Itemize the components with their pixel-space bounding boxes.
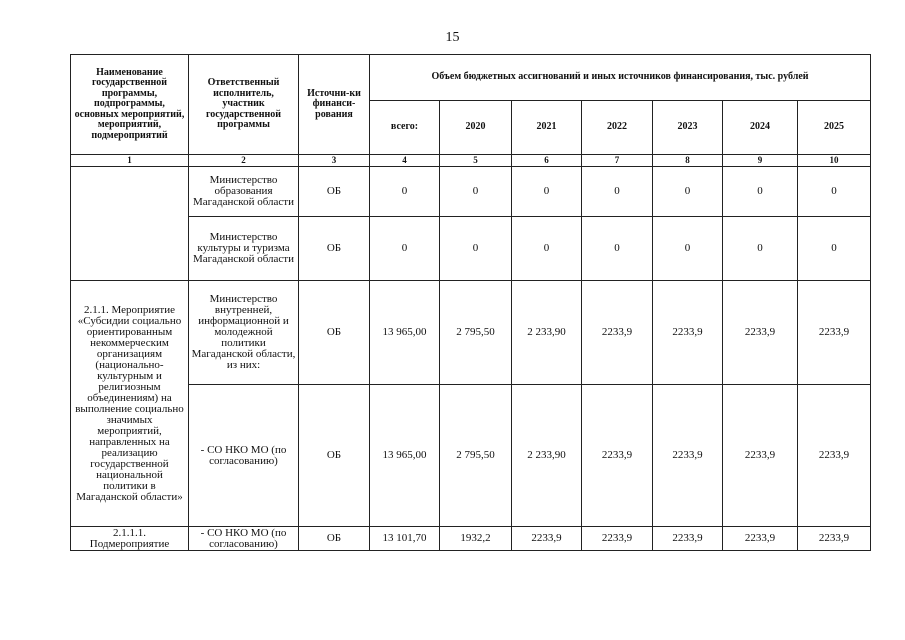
row-value: 2233,9	[512, 527, 582, 551]
row-value: 1932,2	[440, 527, 512, 551]
measure-name: 2.1.1. Мероприятие «Субсидии социально ориентированным некоммерческим организациям (национально-культурным и религиозным объединениям) на выполнение социально значимых мероприятий, направленных на реализацию государственной национальной политики в Магаданской области»	[71, 281, 189, 527]
header-year-2021: 2021	[512, 101, 582, 155]
row-source: ОБ	[299, 527, 370, 551]
column-number: 7	[582, 155, 653, 167]
row-value: 2 233,90	[512, 281, 582, 385]
column-number: 9	[723, 155, 798, 167]
header-year-2023: 2023	[653, 101, 723, 155]
row-value: 0	[370, 167, 440, 217]
row-executor: Министерство культуры и туризма Магаданской области	[189, 217, 299, 281]
row-value: 0	[440, 167, 512, 217]
header-executor: Ответственный исполнитель, участник государственной программы	[189, 55, 299, 155]
table-row	[71, 217, 871, 281]
table-row	[71, 167, 871, 217]
row-value: 2233,9	[798, 281, 871, 385]
row-value: 2233,9	[653, 385, 723, 527]
header-year-2024: 2024	[723, 101, 798, 155]
sub-measure-name: 2.1.1.1. Подмероприятие	[71, 527, 189, 551]
row-value: 13 965,00	[370, 385, 440, 527]
column-number: 10	[798, 155, 871, 167]
row-value: 2233,9	[582, 281, 653, 385]
header-year-2025: 2025	[798, 101, 871, 155]
row-value: 0	[582, 167, 653, 217]
row-source: ОБ	[299, 281, 370, 385]
column-number: 4	[370, 155, 440, 167]
row-value: 0	[370, 217, 440, 281]
row-executor: Министерство образования Магаданской области	[189, 167, 299, 217]
row-value: 2233,9	[582, 385, 653, 527]
row-executor: - СО НКО МО (по согласованию)	[189, 385, 299, 527]
row-source: ОБ	[299, 385, 370, 527]
row-value: 0	[512, 217, 582, 281]
row-source: ОБ	[299, 217, 370, 281]
row-value: 2233,9	[798, 385, 871, 527]
column-number: 1	[71, 155, 189, 167]
row-value: 0	[582, 217, 653, 281]
row-executor: Министерство внутренней, информационной и молодежной политики Магаданской области, из них:	[189, 281, 299, 385]
row-value: 2 795,50	[440, 385, 512, 527]
row-value: 0	[798, 217, 871, 281]
row-value: 2233,9	[723, 281, 798, 385]
header-year-2022: 2022	[582, 101, 653, 155]
row-value: 0	[512, 167, 582, 217]
column-number: 2	[189, 155, 299, 167]
table-row	[71, 281, 871, 385]
row-value: 2 795,50	[440, 281, 512, 385]
header-funding: Объем бюджетных ассигнований и иных источников финансирования, тыс. рублей	[370, 55, 871, 101]
column-number: 3	[299, 155, 370, 167]
table-row	[71, 385, 871, 527]
column-numbers-row	[71, 155, 871, 167]
row-value: 0	[798, 167, 871, 217]
column-number: 6	[512, 155, 582, 167]
row-value: 2 233,90	[512, 385, 582, 527]
header-name: Наименование государственной программы, подпрограммы, основных мероприятий, мероприятий, подмероприятий	[71, 55, 189, 155]
header-year-2020: 2020	[440, 101, 512, 155]
row-value: 13 965,00	[370, 281, 440, 385]
row-value: 0	[653, 167, 723, 217]
row-value: 0	[723, 217, 798, 281]
column-number: 8	[653, 155, 723, 167]
row-executor: - СО НКО МО (по согласованию)	[189, 527, 299, 551]
table-row	[71, 527, 871, 551]
page-number: 15	[445, 30, 460, 45]
column-number: 5	[440, 155, 512, 167]
row-value: 2233,9	[582, 527, 653, 551]
row-source: ОБ	[299, 167, 370, 217]
header-year-total: всего:	[370, 101, 440, 155]
row-value: 2233,9	[723, 385, 798, 527]
row-value: 0	[723, 167, 798, 217]
row-value: 2233,9	[723, 527, 798, 551]
row-value: 13 101,70	[370, 527, 440, 551]
row-value: 2233,9	[653, 527, 723, 551]
row-value: 0	[440, 217, 512, 281]
header-source: Источни-ки финанси-рования	[299, 55, 370, 155]
row-value: 2233,9	[653, 281, 723, 385]
row-name-empty	[71, 167, 189, 281]
row-value: 0	[653, 217, 723, 281]
budget-table	[70, 54, 871, 551]
row-value: 2233,9	[798, 527, 871, 551]
